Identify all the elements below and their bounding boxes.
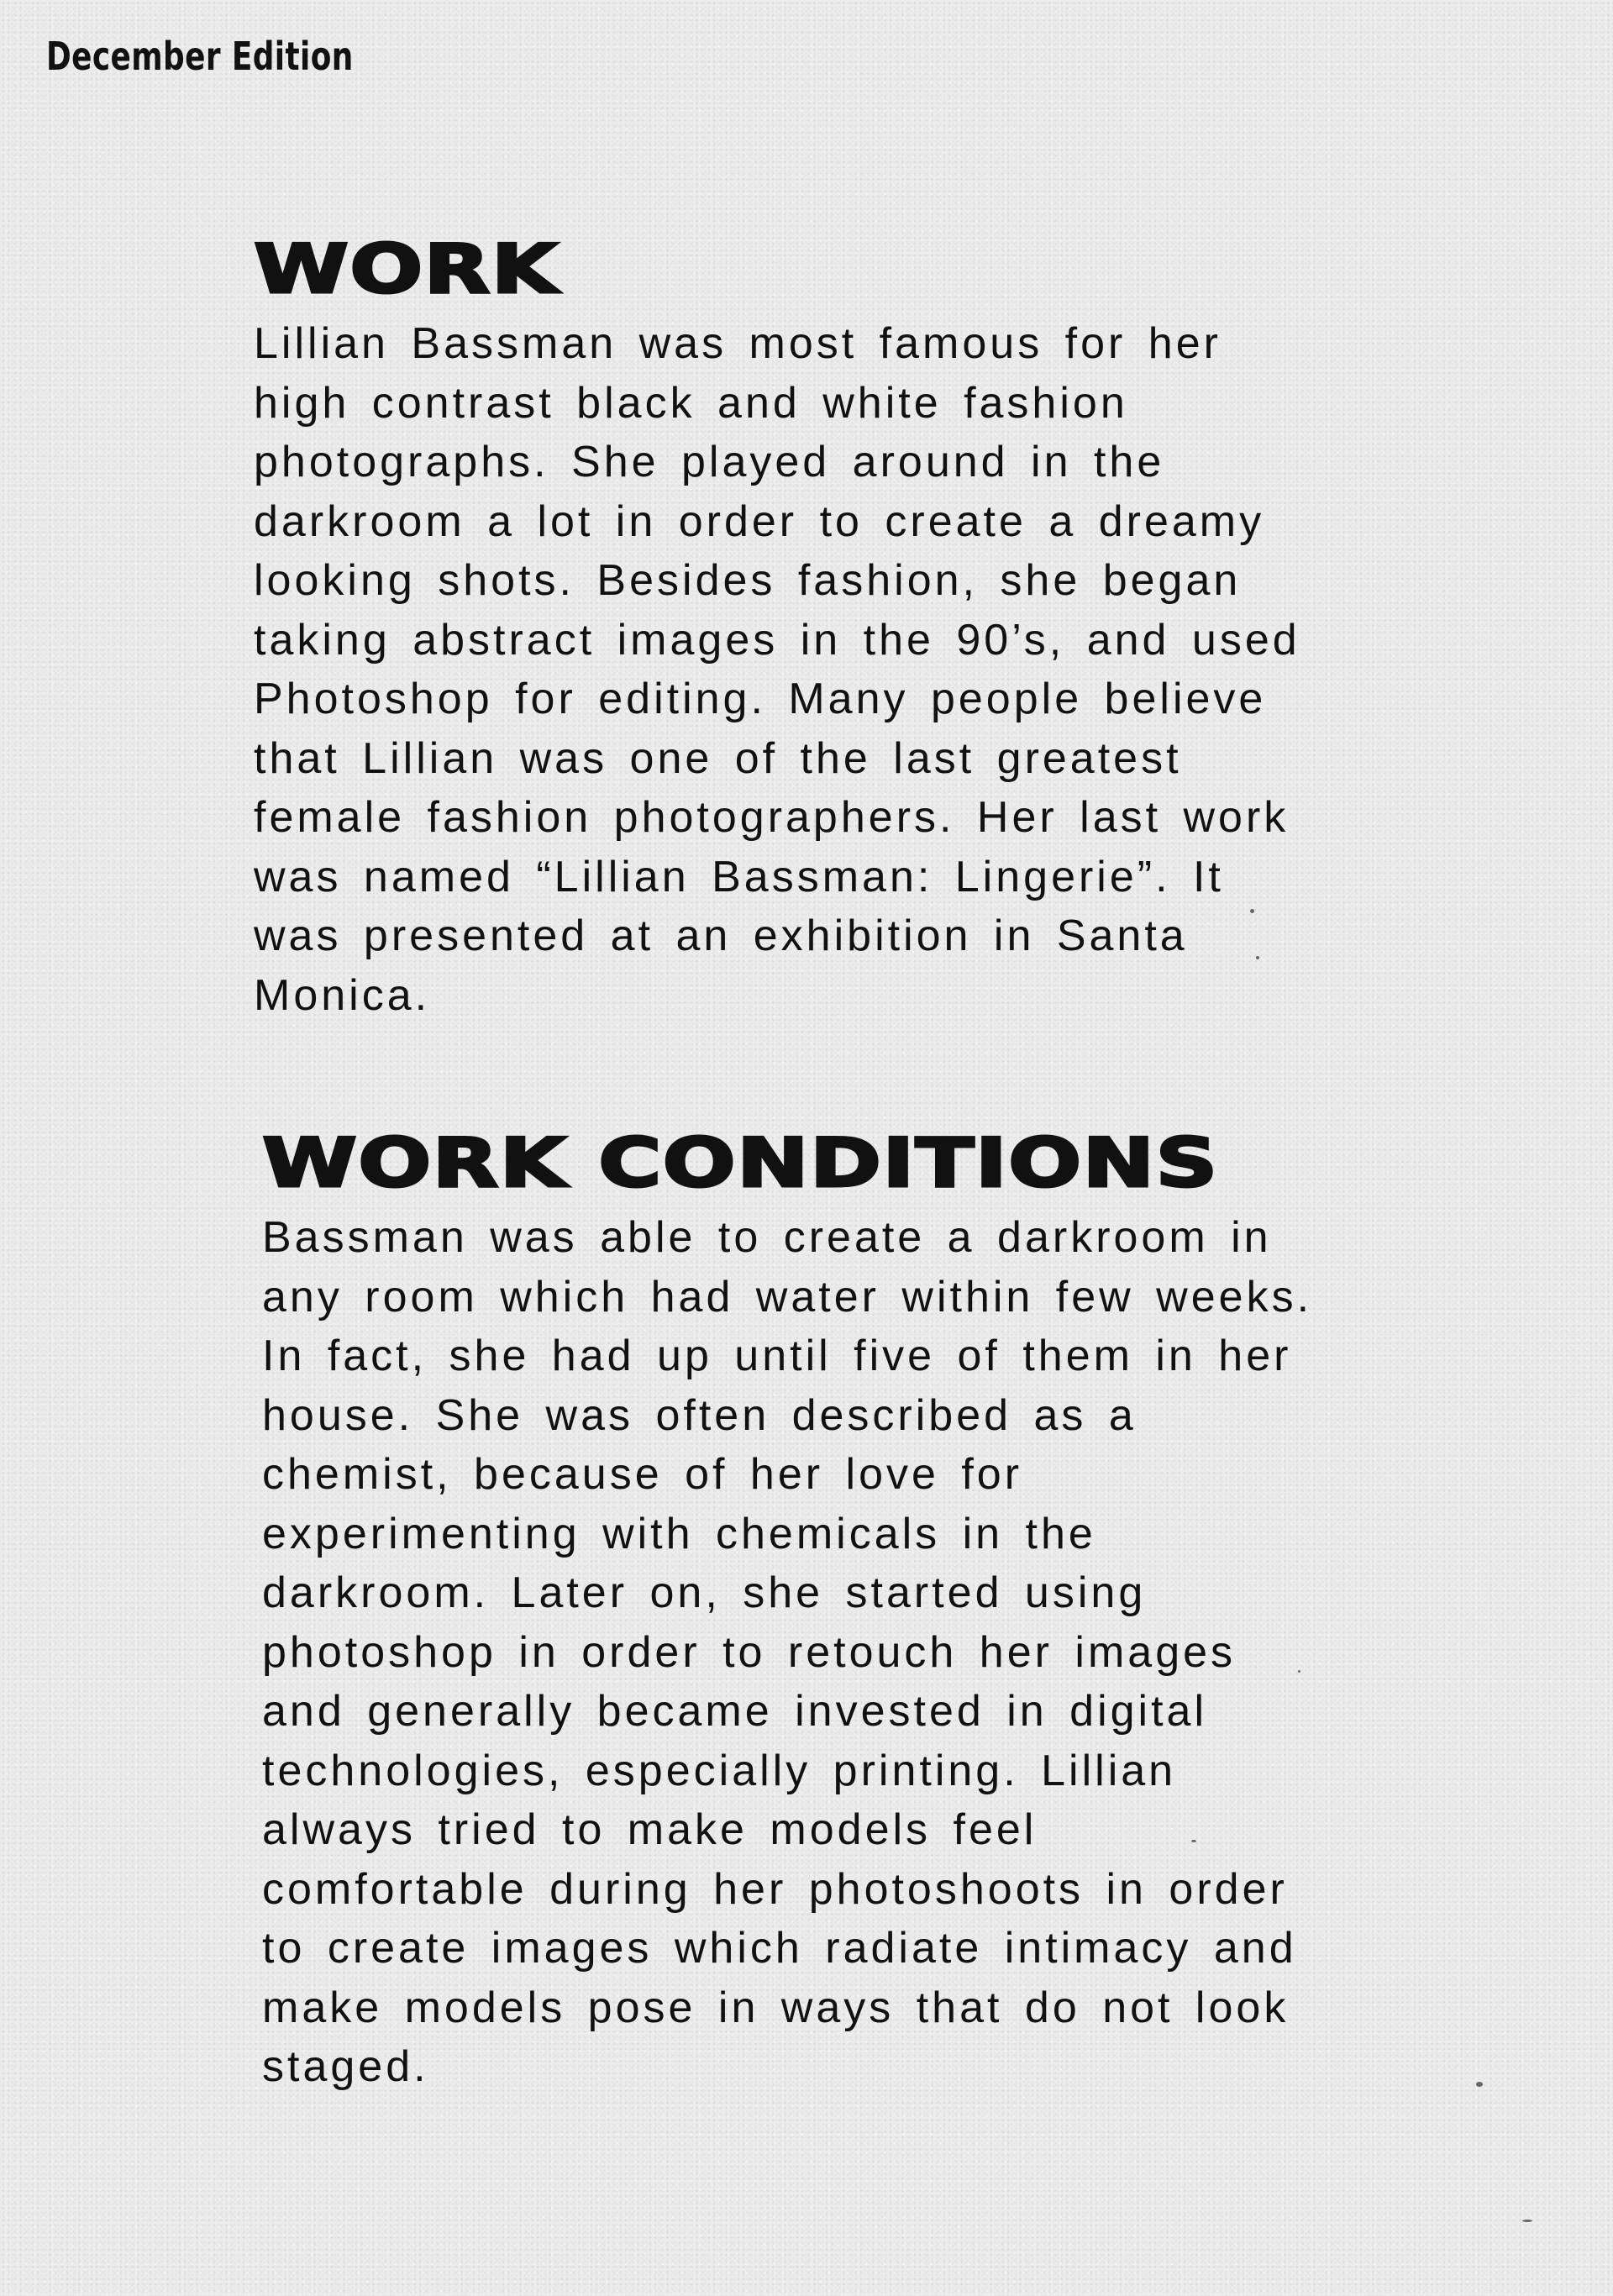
work-line: darkroom a lot in order to create a dreamy xyxy=(254,497,1265,546)
conditions-line: darkroom. Later on, she started using xyxy=(262,1568,1147,1617)
work-line: high contrast black and white fashion xyxy=(254,378,1128,428)
work-line: Monica. xyxy=(254,970,431,1020)
work-conditions-heading: WORK CONDITIONS xyxy=(262,1124,1219,1202)
edition-label: December Edition xyxy=(46,34,354,79)
conditions-line: make models pose in ways that do not look xyxy=(262,1983,1290,2032)
work-section xyxy=(254,232,1430,1025)
conditions-line: experimenting with chemicals in the xyxy=(262,1509,1096,1558)
conditions-line: In fact, she had up until five of them in her xyxy=(262,1332,1292,1380)
conditions-line: and generally became invested in digital xyxy=(262,1687,1208,1736)
work-line: Lillian Bassman was most famous for her xyxy=(254,319,1222,368)
paper-speck xyxy=(1298,1670,1300,1673)
paper-speck xyxy=(1476,2082,1483,2087)
paper-speck xyxy=(1191,1840,1196,1842)
work-line: taking abstract images in the 90’s, and used xyxy=(254,615,1300,665)
work-conditions-body xyxy=(262,1208,1438,2097)
work-conditions-section xyxy=(262,1126,1438,2097)
paper-speck xyxy=(1522,2220,1532,2222)
conditions-line: chemist, because of her love for xyxy=(262,1450,1023,1499)
conditions-line: photoshop in order to retouch her images xyxy=(262,1627,1237,1677)
work-line: was named “Lillian Bassman: Lingerie”. It xyxy=(254,852,1224,901)
work-line: that Lillian was one of the last greatest xyxy=(254,733,1182,783)
paper-speck xyxy=(1250,909,1254,913)
work-line: was presented at an exhibition in Santa xyxy=(254,912,1188,960)
conditions-line: any room which had water within few weeks. xyxy=(262,1272,1313,1321)
conditions-line: always tried to make models feel xyxy=(262,1805,1038,1854)
work-line: looking shots. Besides fashion, she began xyxy=(254,556,1242,605)
conditions-line: comfortable during her photoshoots in order xyxy=(262,1864,1288,1914)
conditions-line: staged. xyxy=(262,2042,429,2091)
work-line: Photoshop for editing. Many people believe xyxy=(254,675,1267,723)
work-heading: WORK xyxy=(254,230,560,308)
conditions-line: Bassman was able to create a darkroom in xyxy=(262,1213,1272,1262)
paper-speck xyxy=(1256,956,1259,959)
conditions-line: house. She was often described as a xyxy=(262,1390,1137,1440)
work-body xyxy=(254,314,1430,1025)
conditions-line: technologies, especially printing. Lillian xyxy=(262,1746,1177,1795)
work-line: female fashion photographers. Her last work xyxy=(254,793,1290,842)
work-line: photographs. She played around in the xyxy=(254,438,1165,486)
conditions-line: to create images which radiate intimacy and xyxy=(262,1924,1297,1973)
